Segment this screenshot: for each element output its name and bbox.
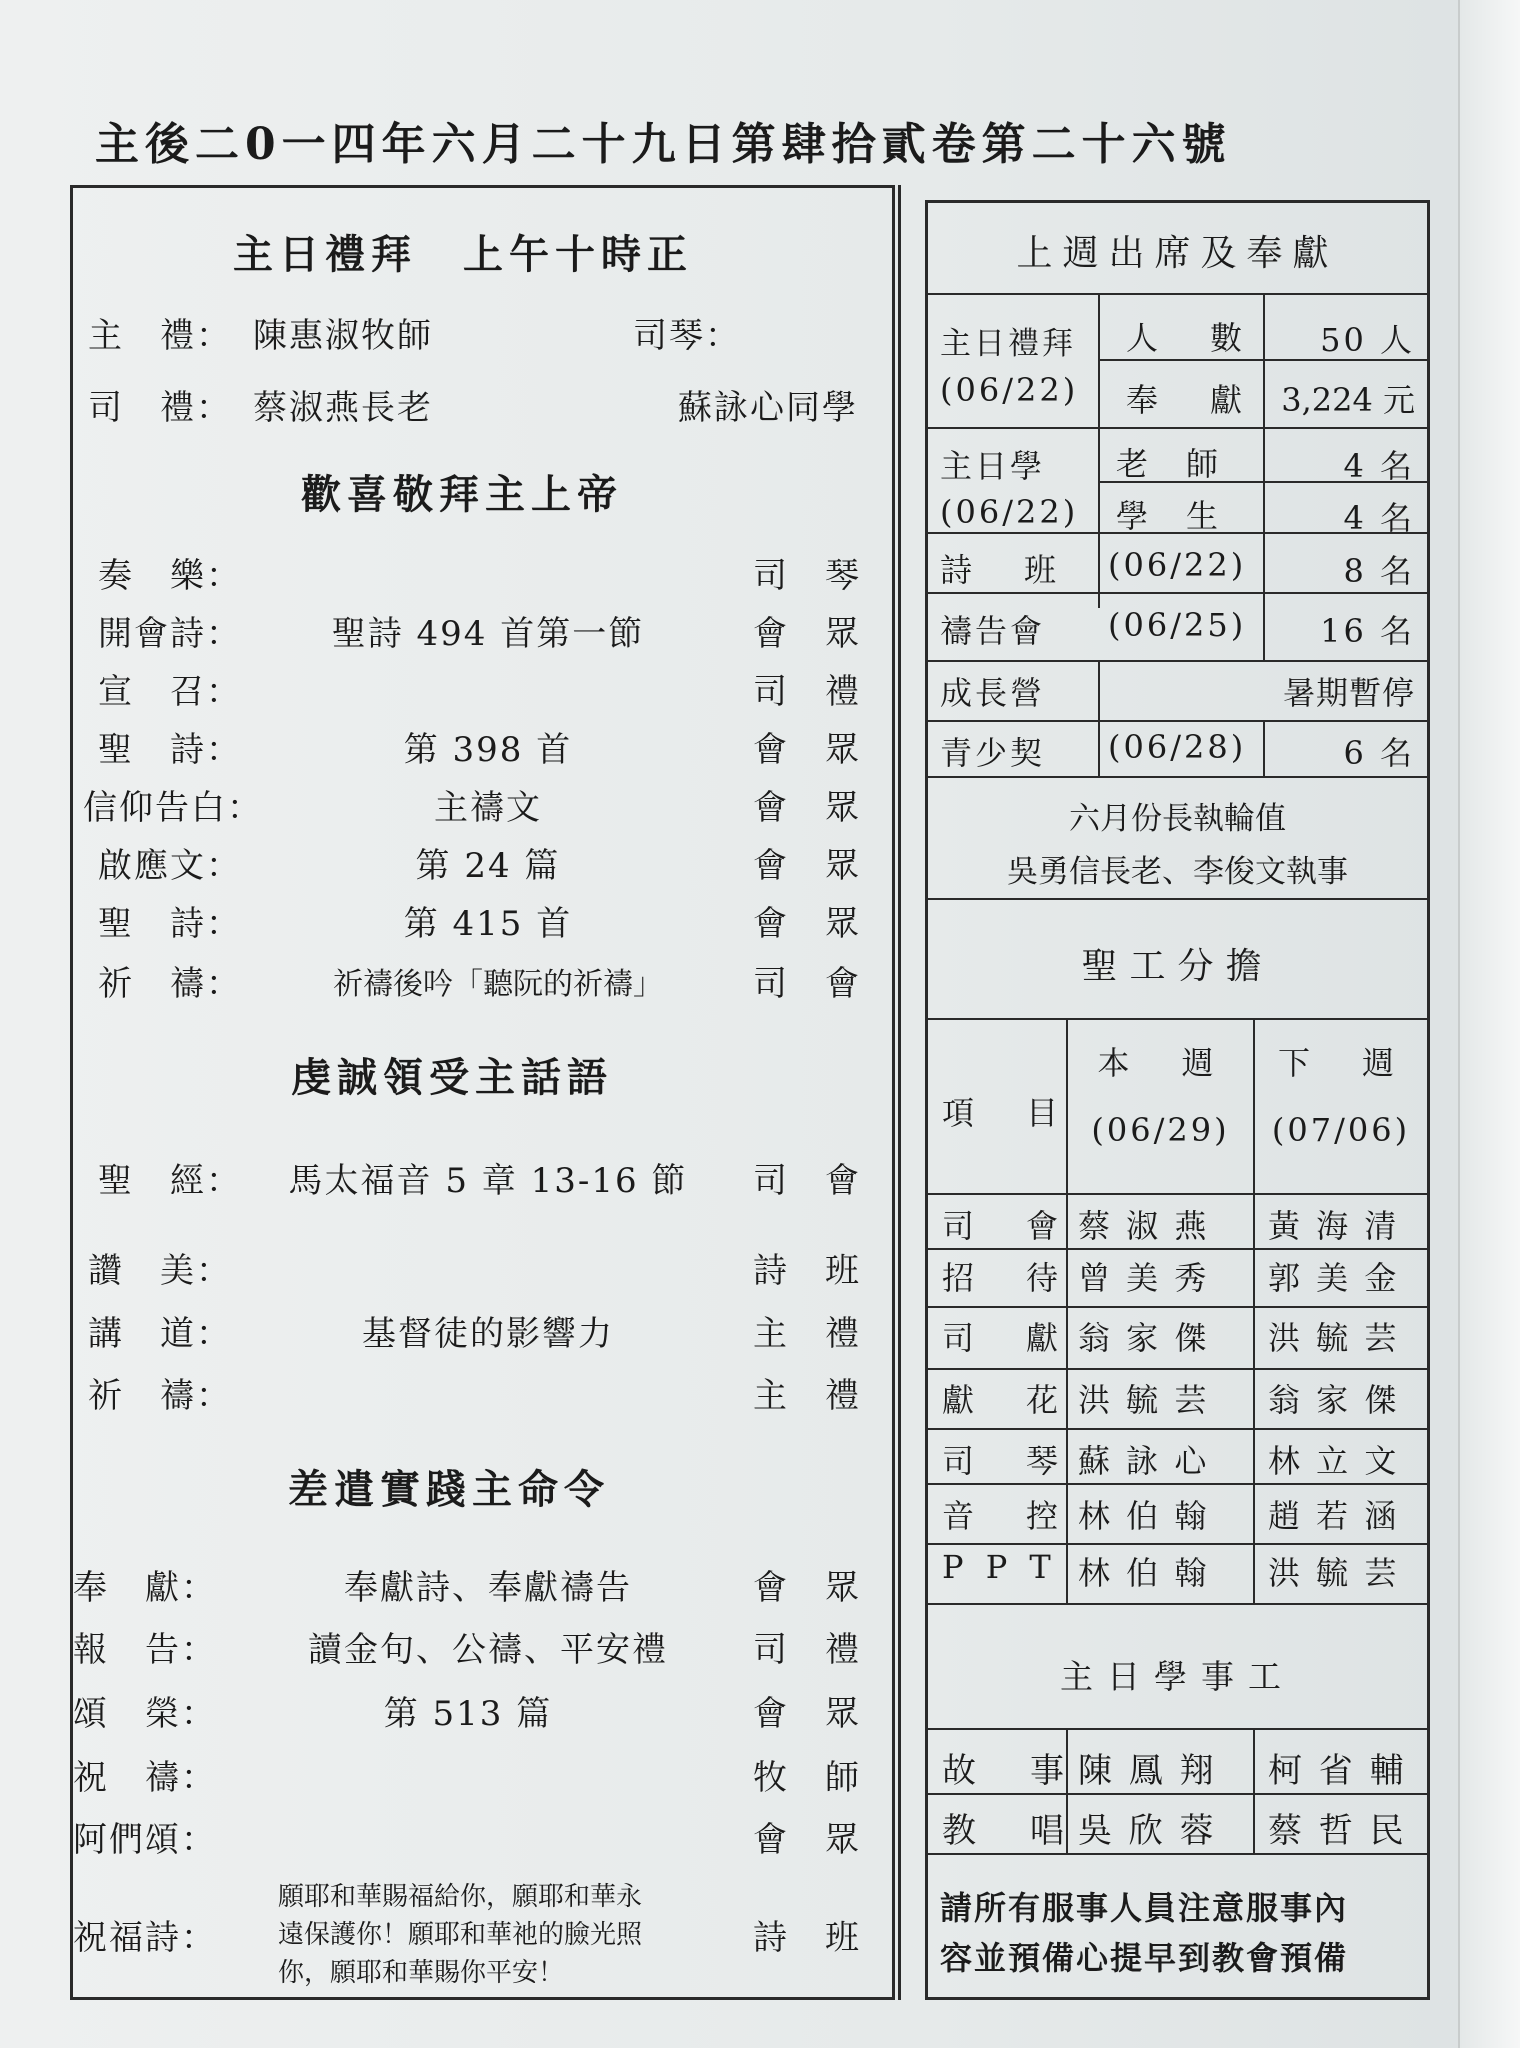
item-content: 馬太福音 5 章 13-16 節	[288, 1161, 688, 1201]
item-by: 會 眾	[753, 904, 861, 944]
section-heading: 虔誠領受主話語	[291, 1054, 613, 1101]
service-this: 蔡 淑 燕	[1078, 1207, 1210, 1245]
item-label: 阿們頌：	[73, 1820, 217, 1860]
item-content: 第 513 篇	[383, 1694, 553, 1734]
sunday-school-this: 吳 欣 蓉	[1078, 1811, 1217, 1851]
service-this: 林 伯 翰	[1078, 1554, 1210, 1592]
item-label: 報 告：	[73, 1630, 217, 1670]
organist-name: 蘇詠心同學	[678, 388, 858, 428]
camp-value: 暑期暫停	[1282, 674, 1415, 712]
service-this: 曾 美 秀	[1078, 1259, 1210, 1297]
next-week-header: 下 週	[1277, 1044, 1404, 1082]
presider-label: 主 禮：	[88, 316, 232, 356]
offering-value: 3,224 元	[1281, 381, 1415, 419]
item-label: 祈 禱：	[98, 964, 242, 1004]
item-label: 信仰告白：	[83, 788, 263, 828]
item-by: 牧 師	[753, 1758, 861, 1798]
leader-name: 蔡淑燕長老	[253, 388, 433, 428]
service-role: 司 會	[942, 1207, 1069, 1245]
worship-title: 主日禮拜 上午十時正	[233, 231, 693, 278]
item-by: 司 會	[753, 1161, 861, 1201]
item-by: 主 禮	[753, 1314, 861, 1354]
youth-label: 青少契	[940, 734, 1046, 772]
item-label: 啟應文：	[98, 846, 242, 886]
item-label: 聖 經：	[98, 1161, 242, 1201]
service-this: 蘇 詠 心	[1078, 1442, 1210, 1480]
choir-date: (06/22)	[1108, 546, 1247, 584]
item-content: 主禱文	[434, 788, 542, 828]
this-week-header: 本 週	[1097, 1044, 1224, 1082]
blessing-label: 祝福詩：	[73, 1918, 217, 1958]
offering-label: 奉 獻	[1126, 381, 1253, 419]
item-by: 司 禮	[753, 1630, 861, 1670]
service-title: 聖工分擔	[1081, 946, 1274, 987]
item-label: 讚 美：	[88, 1251, 232, 1291]
item-content: 奉獻詩、奉獻禱告	[344, 1568, 632, 1608]
item-content: 第 415 首	[403, 904, 573, 944]
service-role: P P T	[942, 1548, 1057, 1586]
sunday-school-label: 主日學	[940, 447, 1046, 485]
student-value: 4 名	[1343, 499, 1415, 537]
item-by: 會 眾	[753, 846, 861, 886]
service-role: 司 獻	[942, 1319, 1069, 1357]
teacher-label: 老 師	[1116, 445, 1222, 483]
sunday-school-date: (06/22)	[940, 493, 1079, 531]
item-label: 講 道：	[88, 1314, 232, 1354]
item-label: 聖 詩：	[98, 730, 242, 770]
choir-label: 詩 班	[940, 551, 1067, 589]
item-label: 祝 禱：	[73, 1758, 217, 1798]
sunday-school-next: 柯 省 輔	[1268, 1751, 1407, 1791]
item-content: 祈禱後吟「聽阮的祈禱」	[333, 967, 663, 1002]
blessing-line: 遠保護你！願耶和華祂的臉光照	[278, 1920, 643, 1950]
prayer-meeting-date: (06/25)	[1108, 606, 1247, 644]
panel-divider	[898, 185, 901, 2000]
item-label: 開會詩：	[98, 614, 242, 654]
service-note-line: 請所有服事人員注意服事內	[940, 1889, 1349, 1927]
choir-value: 8 名	[1343, 552, 1415, 590]
service-next: 洪 毓 芸	[1268, 1554, 1400, 1592]
item-label: 頌 榮：	[73, 1694, 217, 1734]
info-panel	[925, 200, 1430, 2000]
item-label: 奏 樂：	[98, 556, 242, 596]
item-content: 第 398 首	[403, 730, 573, 770]
service-next: 郭 美 金	[1268, 1259, 1400, 1297]
worship-label: 主日禮拜	[940, 326, 1076, 362]
item-label: 奉 獻：	[73, 1568, 217, 1608]
service-item-header: 項 目	[942, 1094, 1069, 1132]
item-content: 聖詩 494 首第一節	[331, 614, 645, 654]
next-week-date: (07/06)	[1271, 1111, 1411, 1149]
people-value: 50 人	[1320, 321, 1415, 359]
service-role: 獻 花	[942, 1381, 1069, 1419]
attendance-title: 上週出席及奉獻	[1016, 233, 1339, 274]
worship-date: (06/22)	[940, 371, 1079, 409]
this-week-date: (06/29)	[1091, 1111, 1230, 1149]
section-heading: 歡喜敬拜主上帝	[301, 471, 623, 518]
item-label: 聖 詩：	[98, 904, 242, 944]
people-label: 人 數	[1126, 319, 1253, 357]
blessing-line: 願耶和華賜福給你，願耶和華永	[278, 1882, 643, 1912]
sunday-school-this: 陳 鳳 翔	[1078, 1751, 1217, 1791]
presider-name: 陳惠淑牧師	[253, 316, 433, 356]
item-by: 主 禮	[753, 1376, 861, 1416]
service-note-line: 容並預備心提早到教會預備	[940, 1939, 1349, 1977]
camp-label: 成長營	[940, 674, 1046, 712]
sunday-school-role: 故 事	[942, 1751, 1074, 1791]
item-by: 司 會	[753, 964, 861, 1004]
item-by: 會 眾	[753, 1694, 861, 1734]
item-content: 讀金句、公禱、平安禮	[308, 1630, 668, 1670]
service-this: 洪 毓 芸	[1078, 1381, 1210, 1419]
section-heading: 差遣實踐主命令	[288, 1466, 610, 1513]
item-label: 宣 召：	[98, 672, 242, 712]
youth-date: (06/28)	[1108, 728, 1247, 766]
leader-label: 司 禮：	[88, 388, 232, 428]
service-role: 司 琴	[942, 1442, 1069, 1480]
sunday-school-next: 蔡 哲 民	[1268, 1811, 1407, 1851]
item-by: 司 琴	[753, 556, 861, 596]
item-content: 第 24 篇	[415, 846, 561, 886]
bulletin-header: 主後二0一四年六月二十九日第肆拾貳卷第二十六號	[95, 119, 1232, 170]
item-by: 會 眾	[753, 730, 861, 770]
sunday-school-title: 主日學事工	[1060, 1657, 1295, 1696]
service-role: 招 待	[942, 1259, 1069, 1297]
service-next: 翁 家 傑	[1268, 1381, 1400, 1419]
prayer-meeting-label: 禱告會	[940, 612, 1046, 650]
worship-order-panel	[70, 185, 895, 2000]
item-by: 會 眾	[753, 788, 861, 828]
service-next: 趙 若 涵	[1268, 1497, 1400, 1535]
student-label: 學 生	[1116, 497, 1222, 535]
item-by: 會 眾	[753, 1568, 861, 1608]
service-this: 翁 家 傑	[1078, 1319, 1210, 1357]
item-content: 基督徒的影響力	[362, 1314, 614, 1354]
blessing-line: 你，願耶和華賜你平安！	[278, 1958, 565, 1988]
prayer-meeting-value: 16 名	[1320, 612, 1415, 650]
item-by: 會 眾	[753, 1820, 861, 1860]
sunday-school-role: 教 唱	[942, 1811, 1074, 1851]
youth-value: 6 名	[1343, 734, 1415, 772]
item-by: 司 禮	[753, 672, 861, 712]
duty-names: 吳勇信長老、李俊文執事	[1007, 854, 1348, 890]
blessing-by: 詩 班	[753, 1918, 861, 1958]
service-next: 林 立 文	[1268, 1442, 1400, 1480]
teacher-value: 4 名	[1343, 447, 1415, 485]
item-by: 會 眾	[753, 614, 861, 654]
item-by: 詩 班	[753, 1251, 861, 1291]
item-label: 祈 禱：	[88, 1376, 232, 1416]
service-next: 黃 海 清	[1268, 1207, 1400, 1245]
service-this: 林 伯 翰	[1078, 1497, 1210, 1535]
service-next: 洪 毓 芸	[1268, 1319, 1400, 1357]
page-edge	[1458, 0, 1520, 2048]
organist-label: 司琴：	[633, 316, 741, 356]
service-role: 音 控	[942, 1497, 1069, 1535]
duty-title: 六月份長執輪值	[1069, 801, 1286, 837]
